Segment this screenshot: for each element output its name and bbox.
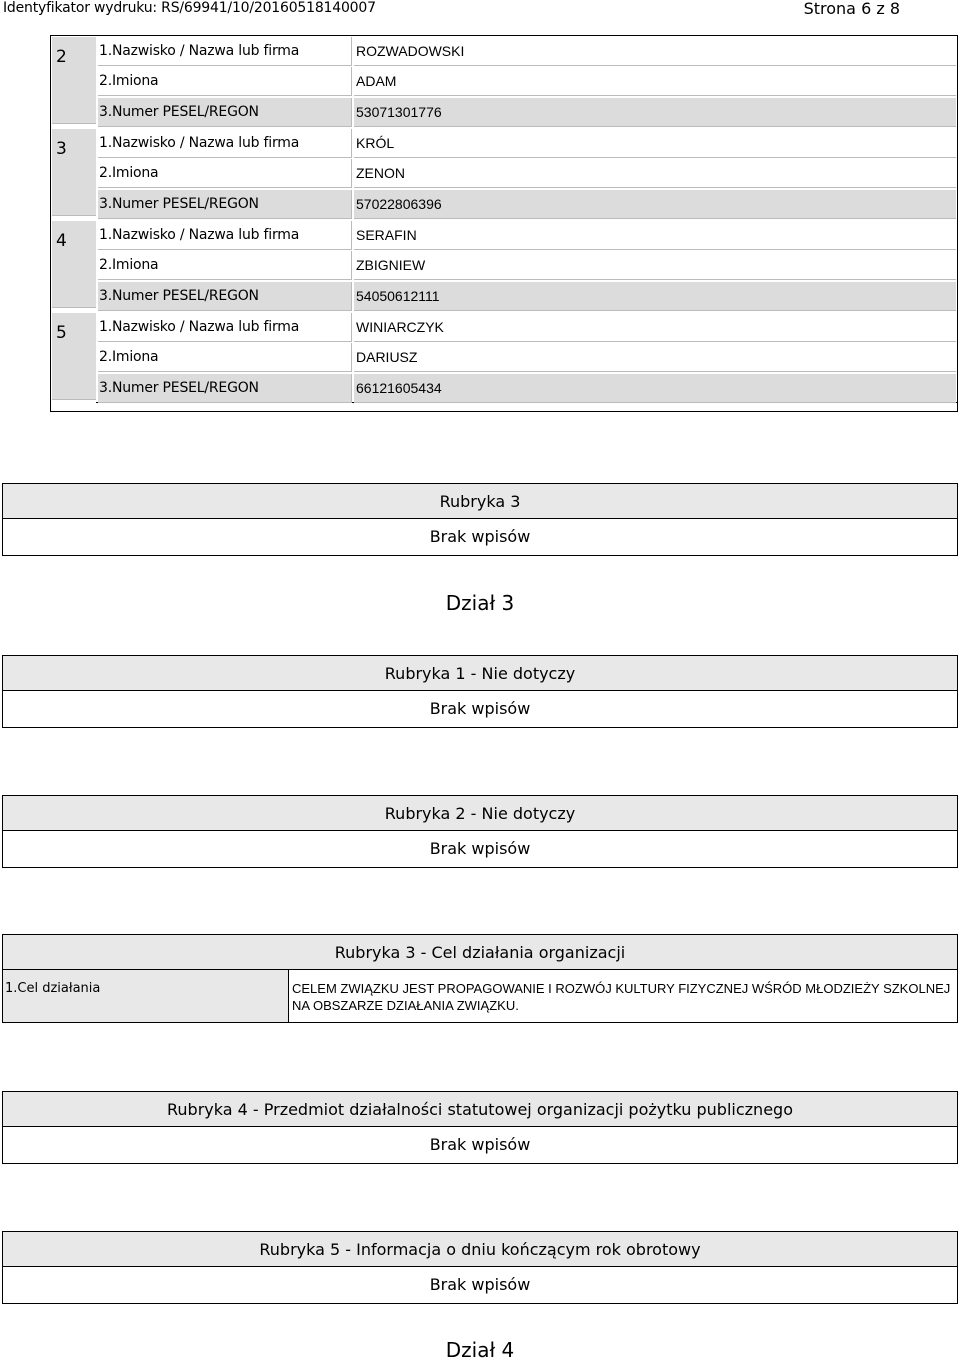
field-label: 1.Nazwisko / Nazwa lub firma — [98, 129, 352, 158]
field-label: 1.Nazwisko / Nazwa lub firma — [98, 37, 352, 66]
field-value: 57022806396 — [354, 190, 956, 219]
field-label: 3.Numer PESEL/REGON — [98, 98, 352, 127]
section-d3-rubryka-2 — [2, 795, 958, 868]
field-value: KRÓL — [354, 129, 956, 158]
field-value: 54050612111 — [354, 282, 956, 311]
person-row-name — [96, 313, 958, 344]
section-empty-note: Brak wpisów — [429, 839, 531, 858]
person-entry — [50, 127, 958, 219]
person-number: 2 — [52, 37, 96, 124]
section-title: Rubryka 3 - Cel działania organizacji — [3, 935, 957, 970]
field-value: ZBIGNIEW — [354, 251, 956, 280]
section-title: Rubryka 2 - Nie dotyczy — [3, 796, 957, 831]
page-number: Strona 6 z 8 — [803, 0, 900, 18]
person-row-first-names — [96, 67, 958, 98]
person-entry — [50, 219, 958, 311]
section-empty-note: Brak wpisów — [429, 1135, 531, 1154]
field-value: 53071301776 — [354, 98, 956, 127]
field-label: 2.Imiona — [98, 67, 352, 96]
field-value: ZENON — [354, 159, 956, 188]
section-d3-rubryka-4 — [2, 1091, 958, 1164]
persons-table — [50, 35, 958, 411]
section-empty-note: Brak wpisów — [429, 527, 531, 546]
person-row-name — [96, 37, 958, 68]
person-row-first-names — [96, 343, 958, 374]
division-heading: Dział 3 — [445, 591, 515, 615]
field-label: 2.Imiona — [98, 251, 352, 280]
field-value: ADAM — [354, 67, 956, 96]
person-row-first-names — [96, 159, 958, 190]
person-row-name — [96, 221, 958, 252]
field-label: 2.Imiona — [98, 343, 352, 372]
section-rubryka-3 — [2, 483, 958, 556]
field-label: 3.Numer PESEL/REGON — [98, 374, 352, 403]
person-entry — [50, 35, 958, 127]
section-empty-note: Brak wpisów — [429, 699, 531, 718]
field-label: 1.Nazwisko / Nazwa lub firma — [98, 221, 352, 250]
person-row-pesel — [96, 374, 958, 405]
field-label: 2.Imiona — [98, 159, 352, 188]
section-d3-rubryka-5 — [2, 1231, 958, 1304]
section-title: Rubryka 5 - Informacja o dniu kończącym rok obrotowy — [3, 1232, 957, 1267]
field-label: 1.Nazwisko / Nazwa lub firma — [98, 313, 352, 342]
person-number: 4 — [52, 221, 96, 308]
person-number: 3 — [52, 129, 96, 216]
section-d3-rubryka-1 — [2, 655, 958, 728]
division-heading: Dział 4 — [445, 1338, 515, 1362]
person-row-pesel — [96, 190, 958, 221]
field-value: WINIARCZYK — [354, 313, 956, 342]
section-d3-rubryka-3 — [2, 934, 958, 1023]
section-title: Rubryka 1 - Nie dotyczy — [3, 656, 957, 691]
purpose-row — [3, 970, 957, 1022]
print-identifier: Identyfikator wydruku: RS/69941/10/20160518140007 — [3, 0, 376, 16]
person-entry — [50, 311, 958, 403]
field-value: ROZWADOWSKI — [354, 37, 956, 66]
person-row-first-names — [96, 251, 958, 282]
section-empty-note: Brak wpisów — [429, 1275, 531, 1294]
person-row-pesel — [96, 98, 958, 129]
field-value: SERAFIN — [354, 221, 956, 250]
person-number: 5 — [52, 313, 96, 400]
field-value: 66121605434 — [354, 374, 956, 403]
person-row-name — [96, 129, 958, 160]
field-label: 3.Numer PESEL/REGON — [98, 190, 352, 219]
purpose-value: CELEM ZWIĄZKU JEST PROPAGOWANIE I ROZWÓJ KULTURY FIZYCZNEJ WŚRÓD MŁODZIEŻY SZKOLNEJ NA OBSZARZE DZIAŁANIA ZWIĄZKU. — [292, 981, 951, 1013]
field-label: 3.Numer PESEL/REGON — [98, 282, 352, 311]
person-row-pesel — [96, 282, 958, 313]
section-title: Rubryka 4 - Przedmiot działalności statutowej organizacji pożytku publicznego — [3, 1092, 957, 1127]
field-value: DARIUSZ — [354, 343, 956, 372]
section-title: Rubryka 3 — [3, 484, 957, 519]
purpose-label: 1.Cel działania — [3, 970, 289, 1022]
